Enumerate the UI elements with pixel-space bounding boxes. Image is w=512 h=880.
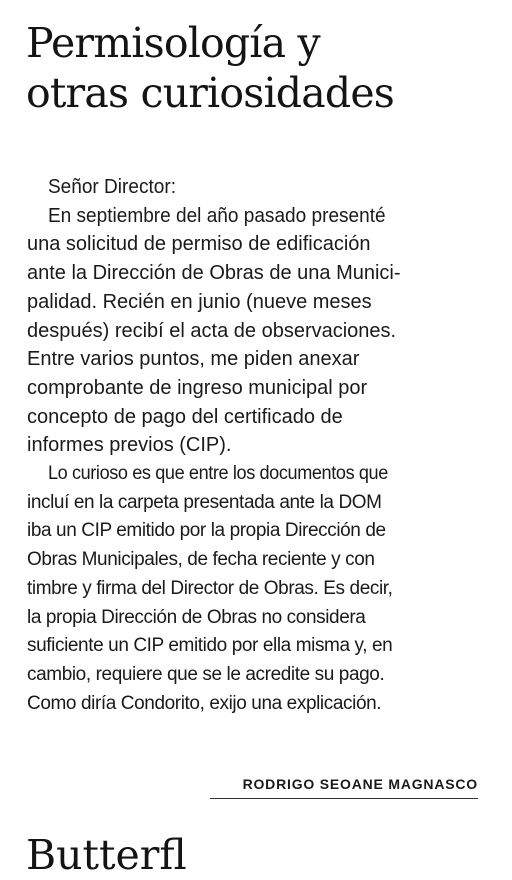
- paragraph-2-line: iba un CIP emitido por la propia Dirección de: [27, 520, 386, 542]
- paragraph-1-line: una solicitud de permiso de edificación: [27, 233, 371, 256]
- letter-headline: [26, 18, 496, 118]
- paragraph-1-line: informes previos (CIP).: [27, 434, 232, 457]
- headline-line-2: otras curiosidades: [26, 69, 395, 117]
- paragraph-1-line: palidad. Recién en junio (nueve meses: [27, 290, 372, 313]
- paragraph-2-line: Obras Municipales, de fecha reciente y con: [27, 549, 375, 571]
- headline-line-1: Permisología y: [26, 19, 320, 67]
- next-article-headline: Butterfl: [26, 831, 187, 879]
- letter-signature: RODRIGO SEOANE MAGNASCO: [242, 776, 478, 792]
- signature-divider: [210, 798, 478, 799]
- letter-salutation: Señor Director:: [47, 176, 176, 198]
- paragraph-1-line: En septiembre del año pasado presenté: [47, 204, 386, 227]
- paragraph-1-line: después) recibí el acta de observaciones.: [27, 319, 397, 342]
- paragraph-1-line: comprobante de ingreso municipal por: [27, 376, 368, 399]
- paragraph-1-line: concepto de pago del certificado de: [27, 405, 343, 428]
- letter-body: [27, 173, 487, 718]
- paragraph-2-line: Lo curioso es que entre los documentos que: [47, 463, 388, 485]
- paragraph-2-line: Como diría Condorito, exijo una explicación.: [27, 692, 382, 714]
- paragraph-2-line: suficiente un CIP emitido por ella misma y, en: [27, 635, 393, 657]
- paragraph-2-line: cambio, requiere que se le acredite su pago.: [27, 663, 385, 685]
- paragraph-2-line: incluí en la carpeta presentada ante la DOM: [27, 491, 382, 513]
- paragraph-1-line: ante la Dirección de Obras de una Munici-: [27, 262, 401, 285]
- paragraph-2-line: la propia Dirección de Obras no considera: [27, 606, 366, 628]
- paragraph-1-line: Entre varios puntos, me piden anexar: [27, 348, 360, 371]
- paragraph-2-line: timbre y firma del Director de Obras. Es decir,: [27, 577, 393, 599]
